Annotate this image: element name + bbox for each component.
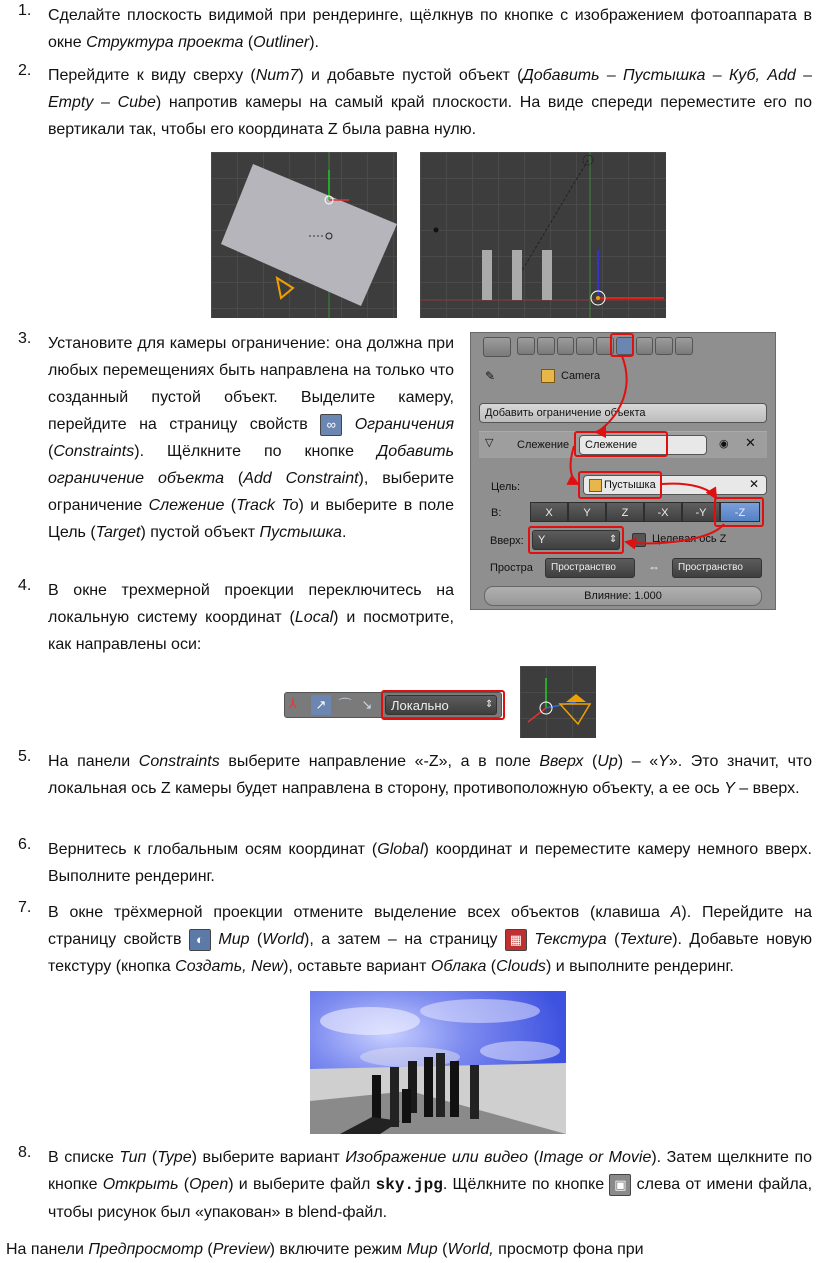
italic-term: Изображение или видео <box>345 1149 529 1166</box>
clear-target-icon[interactable]: ✕ <box>749 477 760 491</box>
track-label: Слежение <box>517 439 570 451</box>
step-number: 4. <box>18 577 32 594</box>
world-icon: ◐ <box>189 929 211 951</box>
italic-term: Тип <box>119 1149 147 1166</box>
italic-term: Слежение <box>148 497 225 514</box>
front-view-viewport <box>420 152 666 318</box>
italic-term: Облака <box>430 958 487 975</box>
step-number: 8. <box>18 1144 32 1161</box>
pack-icon: ▣ <box>609 1174 631 1196</box>
annotation-arrows <box>470 332 774 608</box>
collapse-triangle-icon[interactable]: ▽ <box>485 437 494 449</box>
texture-icon: ▦ <box>505 929 527 951</box>
front-view-scene <box>420 152 666 318</box>
italic-term: Y <box>658 753 669 770</box>
italic-term: Global <box>377 841 424 858</box>
italic-term: Image or Movie <box>538 1149 652 1166</box>
axis-x-button[interactable]: X <box>530 502 568 522</box>
italic-term: Предпросмотр <box>88 1241 203 1258</box>
axis-z-button[interactable]: Z <box>606 502 644 522</box>
axis-neg-z-button[interactable]: -Z <box>720 502 760 522</box>
italic-term: Открыть <box>102 1176 179 1193</box>
italic-term: Мир <box>218 931 250 948</box>
italic-term: World <box>262 931 305 948</box>
italic-term: Мир <box>406 1241 438 1258</box>
pin-icon: ✎ <box>485 369 496 383</box>
step-text: Сделайте плоскость видимой при рендеринге, щёлкнув по кнопке с изображением фотоаппарата в окне Структура проекта (Outliner). <box>48 7 812 51</box>
step-text: Установите для камеры ограничение: она должна при любых перемещениях быть направлена на только что созданный пустой объект. Выделите камеру, перейдите на страницу свойств ∞ Ограничения (Constraints). Щёлкните по кнопке Добавить ограничение объекта (Add Constraint), выберите ограничение Слежение (Track To) и выберите в поле Цель (Target) пустой объект Пустышка. <box>48 335 455 541</box>
step-text: В окне трёхмерной проекции отмените выделение всех объектов (клавиша A). Перейдите на страницу свойств ◐ Мир (World), а затем – на страницу ▦ Текстура (Texture). Добавьте новую текстуру (кнопка Создать, New), оставьте вариант Облака (Clouds) и выполните рендеринг. <box>48 904 812 975</box>
italic-term: Структура проекта <box>86 34 244 51</box>
to-label: В: <box>491 507 502 519</box>
rotate-icon[interactable]: ⌒ <box>338 697 352 712</box>
italic-term: Constraints <box>138 753 220 770</box>
up-select[interactable]: Y <box>532 530 620 550</box>
step-number: 3. <box>18 330 32 347</box>
italic-term: Up <box>597 753 618 770</box>
italic-term: Пустышка <box>259 524 342 541</box>
italic-term: Создать, New <box>175 958 284 975</box>
italic-term: Preview <box>212 1241 270 1258</box>
target-z-label: Целевая ось Z <box>652 533 727 545</box>
italic-term: Type <box>157 1149 192 1166</box>
trailing-text: На панели Предпросмотр (Preview) включите режим Мир (World, просмотр фона при <box>6 1241 644 1258</box>
top-view-scene <box>211 152 397 318</box>
axis-neg-y-button[interactable]: -Y <box>682 502 720 522</box>
top-view-viewport <box>211 152 397 318</box>
owner-space-select[interactable]: Пространство <box>545 558 635 578</box>
target-label: Цель: <box>491 481 521 493</box>
file-name: sky.jpg <box>375 1176 443 1194</box>
highlight-local <box>381 690 505 720</box>
italic-term: Clouds <box>496 958 546 975</box>
orientation-select[interactable]: Локально <box>385 695 497 715</box>
step-text: В окне трехмерной проекции переключитесь на локальную систему координат (Local) и посмотрите, как направлены оси: <box>48 582 454 653</box>
up-label: Вверх: <box>490 535 524 547</box>
italic-term: World, <box>447 1241 494 1258</box>
add-constraint-button[interactable]: Добавить ограничение объекта <box>479 403 767 423</box>
step-text: Вернитесь к глобальным осям координат (Global) координат и переместите камеру немного вверх. Выполните рендеринг. <box>48 841 812 885</box>
clouds-render-image <box>310 991 566 1134</box>
target-space-select[interactable]: Пространство <box>672 558 762 578</box>
step-number: 5. <box>18 748 32 765</box>
italic-term: Open <box>189 1176 229 1193</box>
italic-term: Ограничения <box>354 416 454 433</box>
orientation-arrows-icon: ⇕ <box>485 699 494 710</box>
step-text: Перейдите к виду сверху (Num7) и добавьте пустой объект (Добавить – Пустышка – Куб, Add – Empty – Cube) напротив камеры на самый край плоскости. На виде спереди переместите его по вертикали так, чтобы его координата Z была равна нулю. <box>48 67 812 138</box>
constraint-icon: ∞ <box>320 414 342 436</box>
step-text: На панели Constraints выберите направление «-Z», а в поле Вверх (Up) – «Y». Это значит, что локальная ось Z камеры будет направлена в сторону, противоположную объекту, а ее ось Y – вверх. <box>48 753 812 797</box>
target-field[interactable]: Пустышка <box>583 475 767 495</box>
step-number: 6. <box>18 836 32 853</box>
italic-term: Вверх <box>539 753 584 770</box>
influence-slider[interactable]: Влияние: 1.000 <box>484 586 762 606</box>
close-icon[interactable]: ✕ <box>745 435 756 450</box>
italic-term: Texture <box>619 931 673 948</box>
translate-icon[interactable]: ↗ <box>311 695 331 715</box>
step-number: 7. <box>18 899 32 916</box>
italic-term: Num7 <box>255 67 299 84</box>
local-axes-scene <box>520 666 596 738</box>
axis-neg-x-button[interactable]: -X <box>644 502 682 522</box>
local-axes-viewport <box>520 666 596 738</box>
constraint-name-field[interactable]: Слежение <box>579 435 707 455</box>
render-scene <box>310 991 566 1134</box>
scale-icon[interactable]: ↘ <box>361 697 373 712</box>
italic-term: Constraints <box>53 443 135 460</box>
axes-icon[interactable]: ⅄ <box>289 696 297 711</box>
italic-term: Y <box>724 780 735 797</box>
italic-term: Local <box>294 609 334 626</box>
italic-term: Target <box>95 524 141 541</box>
camera-label: Camera <box>561 370 601 382</box>
italic-term: Добавить ограничение объекта <box>48 443 454 487</box>
italic-term: Track To <box>236 497 299 514</box>
italic-term: Add Constraint <box>243 470 359 487</box>
step-number: 1. <box>18 2 32 19</box>
italic-term: Текстура <box>534 931 607 948</box>
space-arrows-icon: ⇔ <box>648 560 660 574</box>
space-label: Простра <box>490 562 533 574</box>
axis-y-button[interactable]: Y <box>568 502 606 522</box>
step-number: 2. <box>18 62 32 79</box>
italic-term: A <box>670 904 682 921</box>
step-text: В списке Тип (Type) выберите вариант Изображение или видео (Image or Movie). Затем щелкните по кнопке Открыть (Open) и выберите файл sky.jpg. Щёлкните по кнопке ▣ слева от имени файла, чтобы рисунок был «упакован» в blend-файл. <box>48 1149 813 1221</box>
italic-term: Добавить – Пустышка – Куб, Add – Empty – Cube <box>48 67 812 111</box>
eye-icon[interactable]: ◉ <box>719 438 729 450</box>
italic-term: Outliner <box>253 34 310 51</box>
up-select-arrows-icon: ⇕ <box>609 534 618 545</box>
